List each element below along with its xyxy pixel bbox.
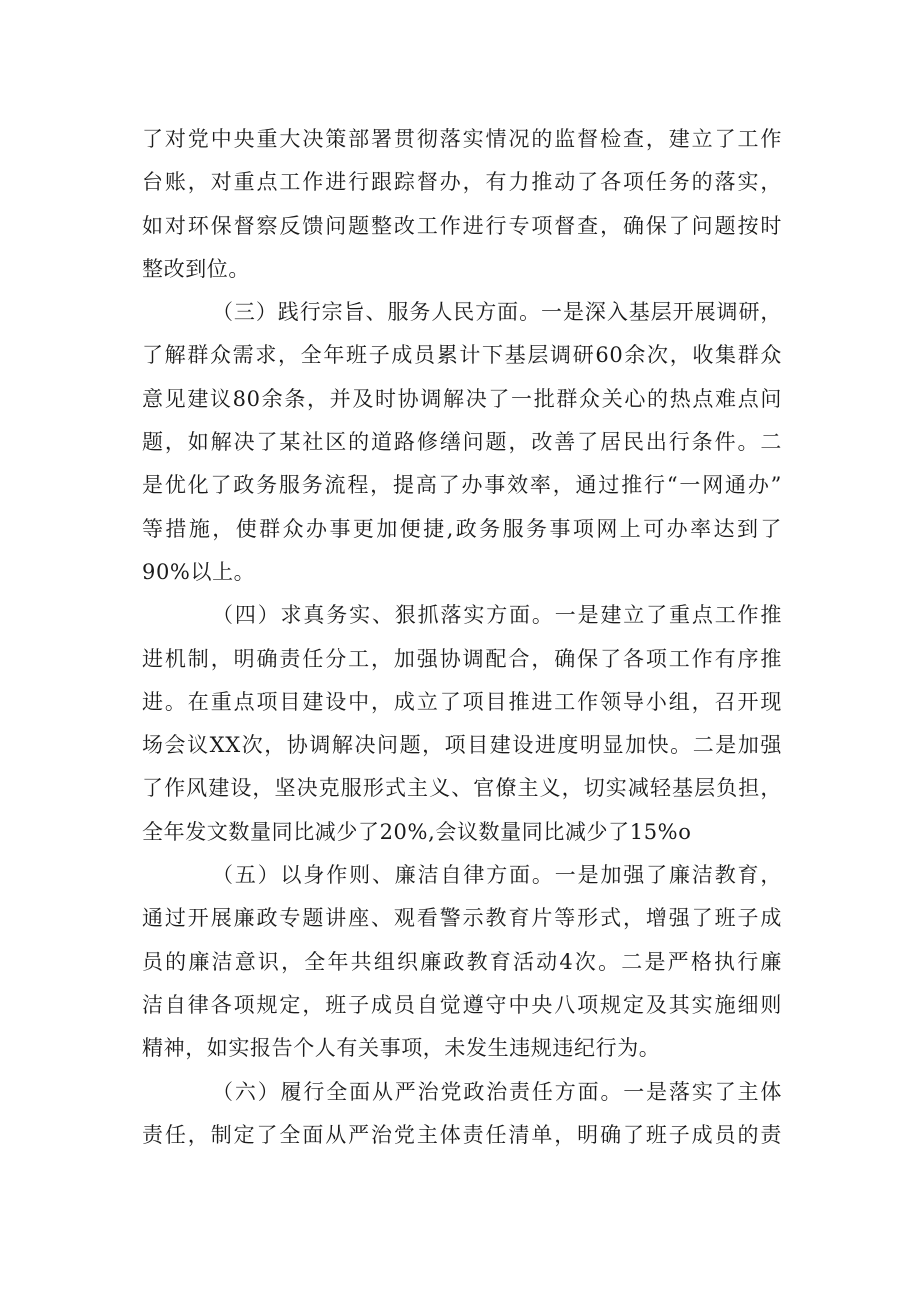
- text-line: 如对环保督察反馈问题整改工作进行专项督查，确保了问题按时: [142, 213, 782, 238]
- text-line: 洁自律各项规定，班子成员自觉遵守中央八项规定及其实施细则: [142, 992, 782, 1017]
- text-line: （五）以身作则、廉洁自律方面。一是加强了廉洁教育，: [212, 863, 782, 888]
- text-line: （六）履行全面从严治党政治责任方面。一是落实了主体: [212, 1079, 782, 1104]
- text-line: 进。在重点项目建设中，成立了项目推进工作领导小组，召开现: [142, 689, 782, 714]
- text-line: （四）求真务实、狠抓落实方面。一是建立了重点工作推: [212, 603, 782, 628]
- document-body: [142, 118, 782, 1157]
- text-line: 台账，对重点工作进行跟踪督办，有力推动了各项任务的落实，: [142, 170, 782, 195]
- text-line: 员的廉洁意识，全年共组织廉政教育活动4次。二是严格执行廉: [142, 949, 782, 974]
- text-line: （三）践行宗旨、服务人民方面。一是深入基层开展调研，: [212, 300, 782, 325]
- paragraph-p1: [142, 118, 782, 291]
- text-line: 进机制，明确责任分工，加强协调配合，确保了各项工作有序推: [142, 646, 782, 671]
- text-line: 了解群众需求，全年班子成员累计下基层调研60余次，收集群众: [142, 343, 782, 368]
- text-line: 90%以上。: [142, 559, 256, 584]
- paragraph-p4: [142, 854, 782, 1070]
- text-line: 整改到位。: [142, 256, 250, 281]
- text-line: 了作风建设，坚决克服形式主义、官僚主义，切实减轻基层负担，: [142, 776, 782, 801]
- text-line: 意见建议80余条，并及时协调解决了一批群众关心的热点难点问: [142, 386, 782, 411]
- paragraph-p2: [142, 291, 782, 594]
- text-line: 是优化了政务服务流程，提高了办事效率，通过推行“一网通办”: [142, 473, 782, 498]
- paragraph-p5: [142, 1071, 782, 1158]
- text-line: 责任，制定了全面从严治党主体责任清单，明确了班子成员的责: [142, 1122, 782, 1147]
- text-line: 通过开展廉政专题讲座、观看警示教育片等形式，增强了班子成: [142, 906, 782, 931]
- text-line: 题，如解决了某社区的道路修缮问题，改善了居民出行条件。二: [142, 430, 782, 455]
- text-line: 等措施，使群众办事更加便捷,政务服务事项网上可办率达到了: [142, 516, 782, 541]
- paragraph-p3: [142, 594, 782, 854]
- text-line: 了对党中央重大决策部署贯彻落实情况的监督检查，建立了工作: [142, 127, 782, 151]
- text-line: 场会议XX次，协调解决问题，项目建设进度明显加快。二是加强: [142, 733, 782, 758]
- text-line: 精神，如实报告个人有关事项，未发生违规违纪行为。: [142, 1036, 661, 1061]
- text-line: 全年发文数量同比减少了20%,会议数量同比减少了15%o: [142, 819, 692, 844]
